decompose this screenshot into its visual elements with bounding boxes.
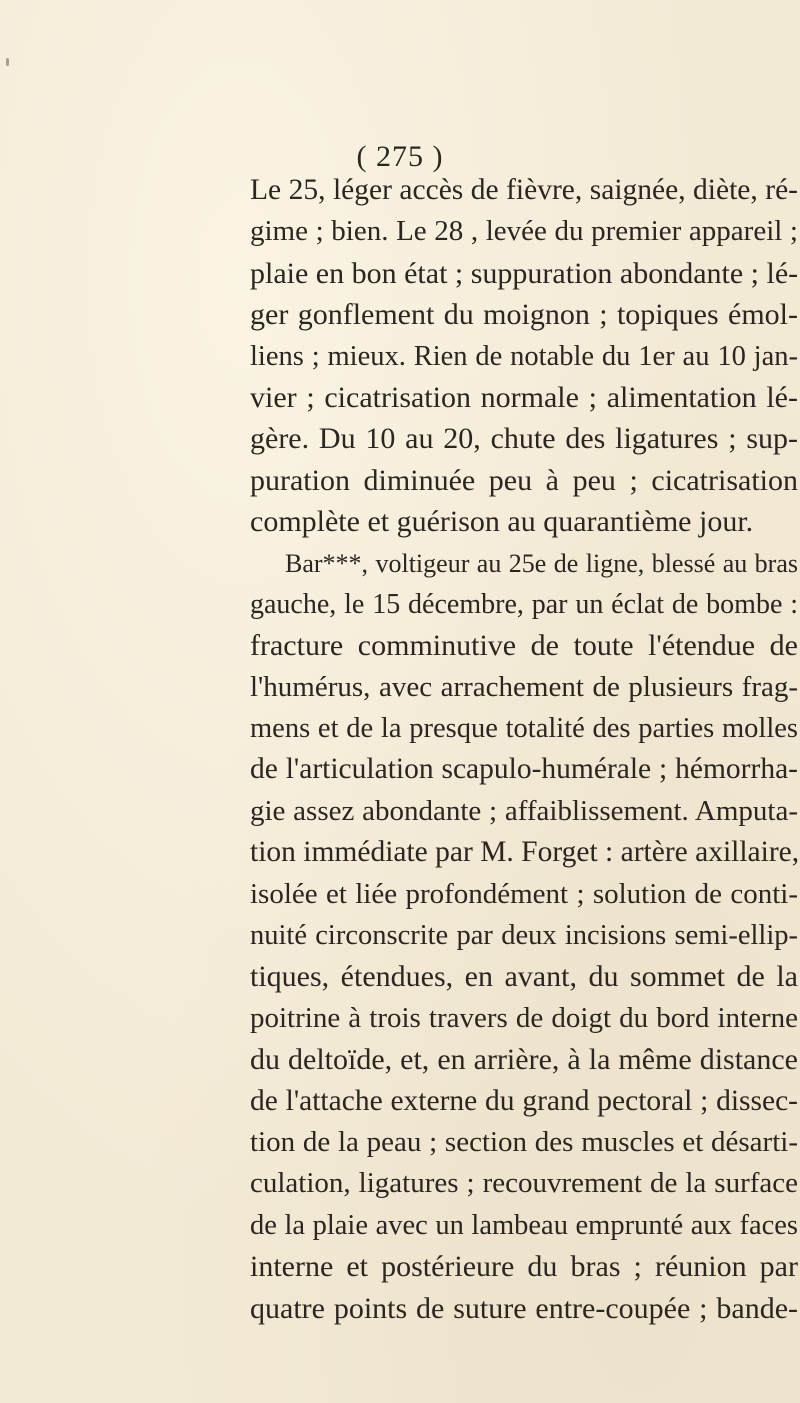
text-line: complète et guérison au quarantième jour. [250,505,754,539]
text-line: de l'attache externe du grand pectoral ; dissec- [250,1084,798,1117]
text-line: gie assez abondante ; affaiblissement. Amputa- [250,794,798,827]
text-line: fracture comminutive de toute l'étendue de [250,629,798,663]
text-line: ger gonflement du moignon ; topiques émol- [250,298,798,332]
text-line: isolée et liée profondément ; solution de conti- [250,877,798,910]
text-line: l'humérus, avec arrachement de plusieurs frag- [250,670,798,703]
body-text [250,170,798,1329]
text-line: Bar***, voltigeur au 25e de ligne, blessé au bras [285,548,798,578]
text-line: puration diminuée peu à peu ; cicatrisation [250,463,798,497]
text-line: gime ; bien. Le 28 , levée du premier appareil ; [250,215,798,248]
text-line: gère. Du 10 au 20, chute des ligatures ; sup- [250,422,798,456]
text-line: tion de la peau ; section des muscles et désarti- [250,1125,798,1158]
text-line: liens ; mieux. Rien de notable du 1er au 10 jan- [250,340,798,372]
page-number: ( 275 ) [356,140,444,173]
text-line: mens et de la presque totalité des parties molles [250,713,798,745]
text-line: de l'articulation scapulo-humérale ; hémorrha- [250,753,798,786]
text-line: poitrine à trois travers de doigt du bord interne [250,1001,798,1034]
text-line: de la plaie avec un lambeau emprunté aux faces [250,1209,798,1241]
text-line: quatre points de suture entre-coupée ; bande- [250,1291,798,1325]
text-line: tion immédiate par M. Forget : artère axillaire, [250,836,800,869]
text-line: gauche, le 15 décembre, par un éclat de bombe : [250,588,798,620]
text-line: tiques, étendues, en avant, du sommet de la [250,960,798,994]
paper-speck [6,58,9,66]
text-line: vier ; cicatrisation normale ; alimentation lé- [250,380,798,414]
text-line: interne et postérieure du bras ; réunion par [250,1250,798,1284]
text-line: nuité circonscrite par deux incisions semi-ellip- [250,920,798,952]
text-line: culation, ligatures ; recouvrement de la surface [250,1167,798,1200]
text-line: Le 25, léger accès de fièvre, saignée, diète, ré- [250,174,798,206]
text-line: plaie en bon état ; suppuration abondante ; lé- [250,256,799,290]
text-line: du deltoïde, et, en arrière, à la même distance [250,1043,798,1077]
